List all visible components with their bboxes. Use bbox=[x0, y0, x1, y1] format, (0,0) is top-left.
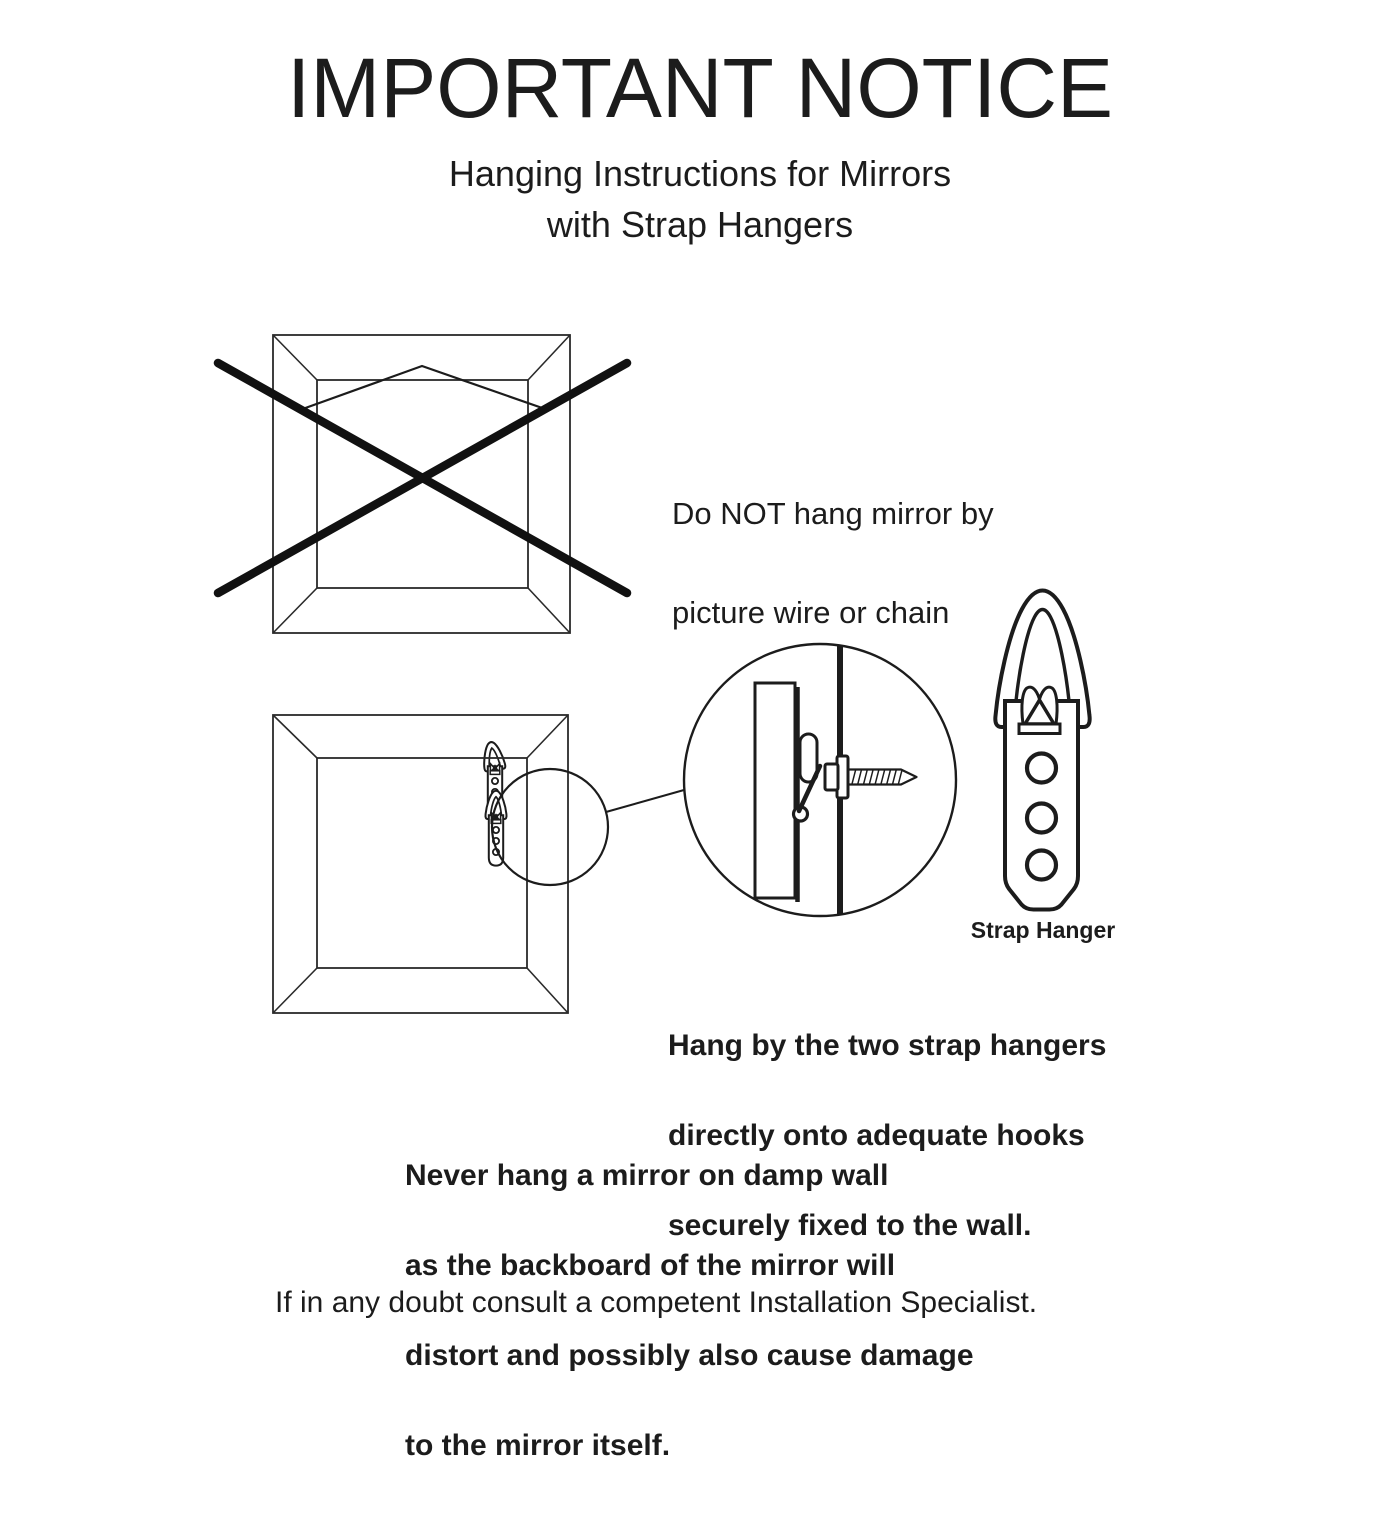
detail-circle-outline bbox=[684, 644, 956, 916]
strap-hanger-large-icon bbox=[963, 573, 1123, 923]
prohibition-cross-icon bbox=[218, 363, 627, 593]
damp-note-line-3: distort and possibly also cause damage bbox=[405, 1339, 974, 1372]
footer-advice: If in any doubt consult a competent Installation Specialist. bbox=[275, 1286, 1038, 1319]
damp-note-line-4: to the mirror itself. bbox=[405, 1429, 671, 1462]
subtitle-line-1: Hanging Instructions for Mirrors bbox=[448, 153, 952, 194]
detail-circle-diagram bbox=[670, 630, 982, 942]
strap-hanger-left-icon bbox=[485, 791, 506, 866]
magnifier-circle bbox=[492, 769, 608, 885]
crossed-mirror-diagram bbox=[200, 330, 650, 640]
do-not-line-2: picture wire or chain bbox=[672, 595, 950, 630]
page-title: IMPORTANT NOTICE bbox=[286, 41, 1114, 135]
damp-note-line-2: as the backboard of the mirror will bbox=[405, 1249, 896, 1282]
hang-note-line-2: directly onto adequate hooks bbox=[668, 1119, 1085, 1152]
strap-hanger-label: Strap Hanger bbox=[970, 917, 1116, 943]
hang-note-line-1: Hang by the two strap hangers bbox=[668, 1029, 1107, 1062]
page-subtitle bbox=[0, 148, 1400, 250]
correct-mirror-diagram bbox=[200, 700, 700, 1030]
hanger-holes bbox=[1027, 754, 1056, 880]
frame-cross-section-icon bbox=[755, 683, 795, 898]
do-not-line-1: Do NOT hang mirror by bbox=[672, 496, 994, 531]
subtitle-line-2: with Strap Hangers bbox=[546, 204, 854, 245]
mirror-frame-back-icon bbox=[273, 335, 570, 633]
picture-wire-icon bbox=[297, 366, 548, 411]
hang-note-line-3: securely fixed to the wall. bbox=[668, 1209, 1032, 1242]
mirror-frame-back-icon bbox=[273, 715, 568, 1013]
damp-note-line-1: Never hang a mirror on damp wall bbox=[405, 1159, 889, 1192]
